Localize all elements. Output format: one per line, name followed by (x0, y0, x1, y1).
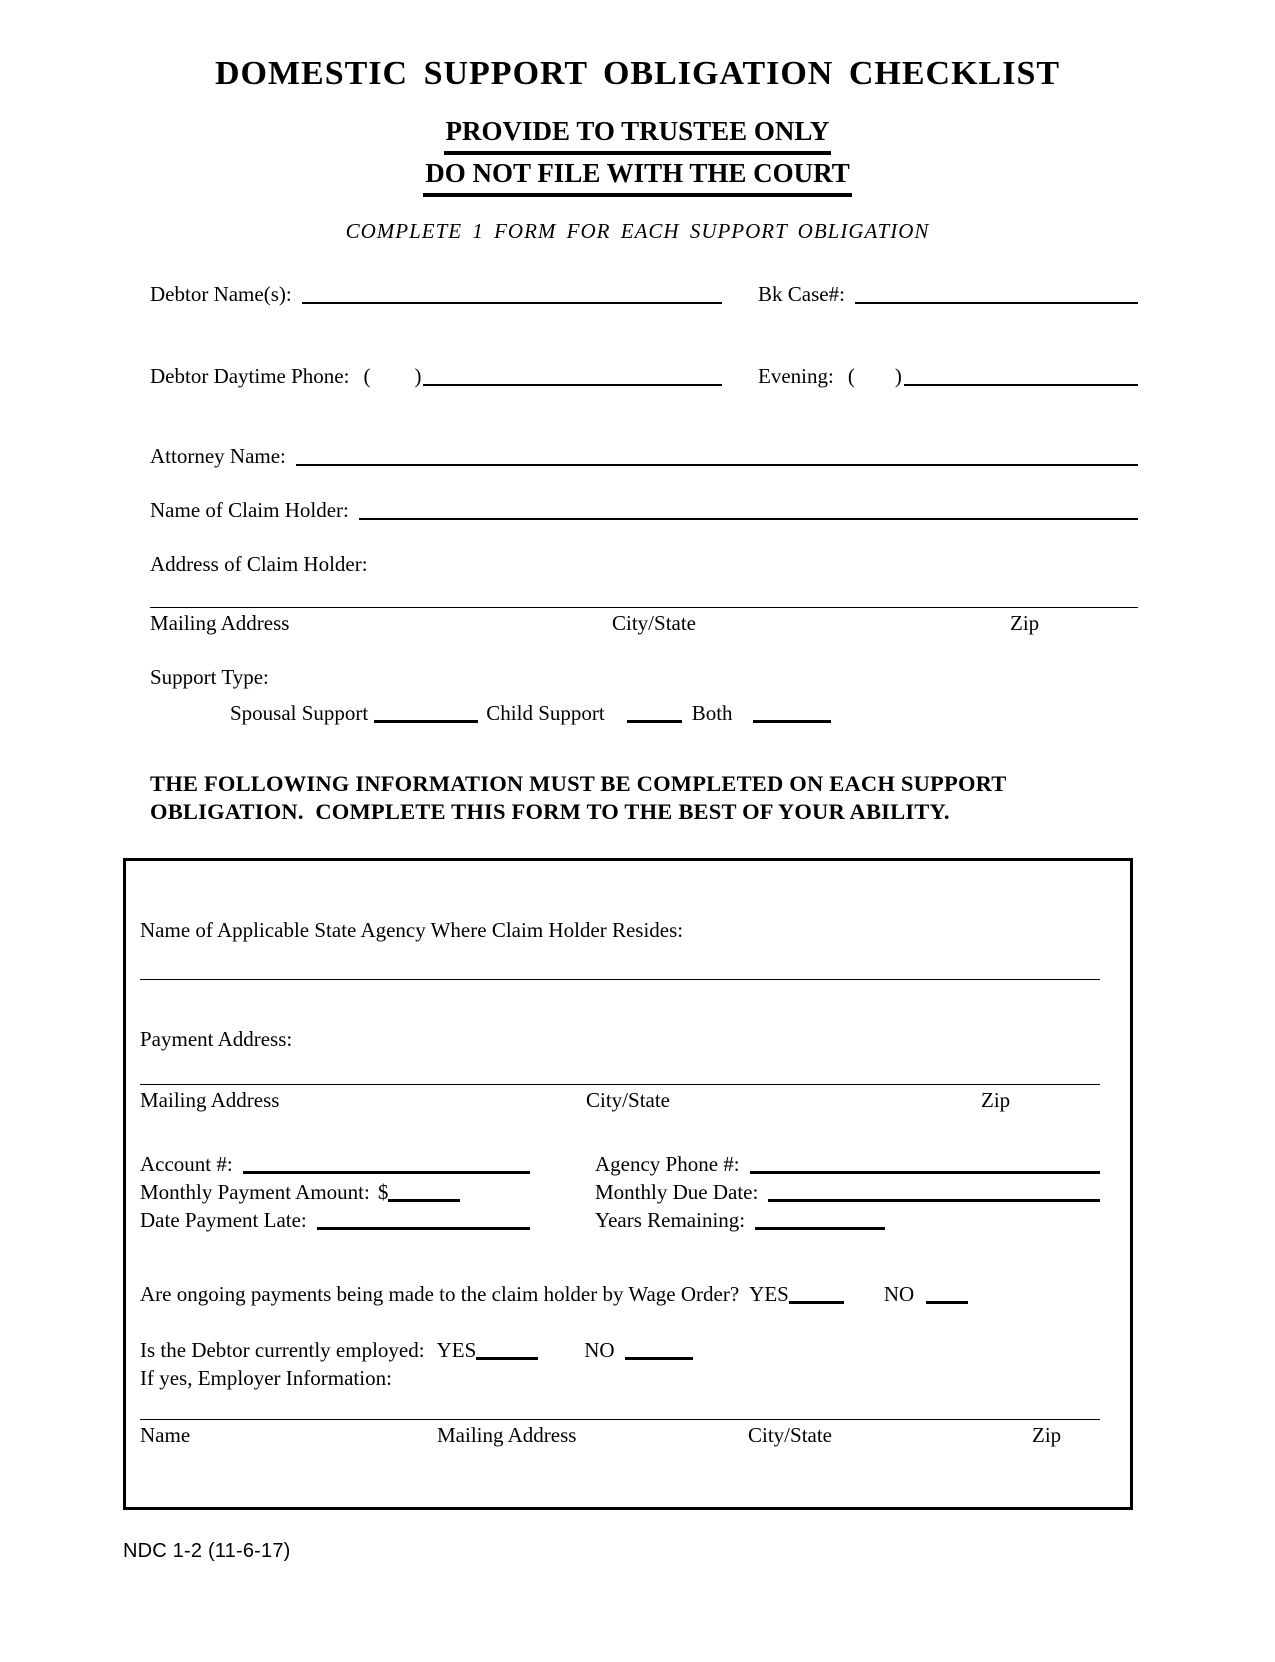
daytime-area-open: ( (363, 364, 371, 388)
claim-holder-name-label: Name of Claim Holder: (150, 498, 349, 522)
monthly-payment-row (140, 1177, 1100, 1205)
completion-notice: THE FOLLOWING INFORMATION MUST BE COMPLETED ON EACH SUPPORT OBLIGATION. COMPLETE THIS FORM TO THE BEST OF YOUR ABILITY. (150, 771, 1007, 824)
payment-city-state-header: City/State (586, 1088, 670, 1112)
debtor-names-label: Debtor Name(s): (150, 282, 292, 306)
employer-zip-header: Zip (1032, 1423, 1062, 1447)
claim-holder-row (150, 495, 1138, 523)
daytime-phone-input[interactable] (423, 383, 722, 386)
warning-block (0, 113, 1275, 197)
evening-label: Evening: (758, 364, 834, 388)
employer-info-row (140, 1363, 1100, 1391)
support-options-row (150, 696, 1138, 726)
evening-area-open: ( (847, 364, 855, 388)
support-type-row (150, 662, 1138, 690)
spousal-support-input[interactable] (374, 719, 478, 723)
employed-row (140, 1335, 1100, 1363)
agency-name-label: Name of Applicable State Agency Where Claim Holder Resides: (140, 918, 684, 942)
support-type-label: Support Type: (150, 665, 269, 689)
wage-order-yes-input[interactable] (789, 1300, 844, 1304)
payment-address-row (140, 1024, 1100, 1052)
account-input[interactable] (243, 1170, 530, 1174)
employed-yes-input[interactable] (476, 1356, 538, 1360)
city-state-header: City/State (612, 611, 696, 635)
daytime-area-close: ) (414, 364, 422, 388)
warning-line-1: PROVIDE TO TRUSTEE ONLY (0, 113, 1275, 155)
employer-mailing-header: Mailing Address (437, 1423, 577, 1447)
years-remaining-input[interactable] (755, 1226, 885, 1230)
debtor-name-row (150, 279, 1138, 307)
warning-line-2: DO NOT FILE WITH THE COURT (0, 155, 1275, 197)
monthly-payment-label: Monthly Payment Amount: (140, 1180, 370, 1204)
agency-name-row (140, 915, 1100, 943)
date-late-label: Date Payment Late: (140, 1208, 307, 1232)
claim-holder-address-row (150, 549, 1138, 577)
daytime-phone-label: Debtor Daytime Phone: (150, 364, 350, 388)
employed-no-label: NO (584, 1338, 615, 1362)
employer-info-label: If yes, Employer Information: (140, 1366, 392, 1390)
attorney-row (150, 441, 1138, 469)
date-late-input[interactable] (317, 1226, 530, 1230)
spousal-support-label: Spousal Support (230, 701, 369, 725)
bk-case-input[interactable] (855, 301, 1138, 304)
agency-name-line[interactable] (140, 979, 1100, 980)
agency-box (123, 858, 1133, 1510)
evening-phone-input[interactable] (904, 383, 1138, 386)
both-label: Both (691, 701, 733, 725)
agency-phone-label: Agency Phone #: (595, 1152, 740, 1176)
claim-holder-address-label: Address of Claim Holder: (150, 552, 368, 576)
wage-order-yes-label: YES (749, 1282, 789, 1306)
claim-holder-name-input[interactable] (359, 517, 1138, 520)
debtor-names-input[interactable] (302, 301, 722, 304)
form-instruction: COMPLETE 1 FORM FOR EACH SUPPORT OBLIGATION (345, 219, 930, 243)
employed-yes-label: YES (436, 1338, 477, 1362)
employed-question: Is the Debtor currently employed: (140, 1338, 425, 1362)
wage-order-row (140, 1279, 1100, 1307)
account-label: Account #: (140, 1152, 233, 1176)
monthly-due-input[interactable] (768, 1198, 1100, 1202)
employer-name-header: Name (140, 1423, 191, 1447)
years-remaining-label: Years Remaining: (595, 1208, 746, 1232)
child-support-label: Child Support (486, 701, 605, 725)
agency-phone-input[interactable] (750, 1170, 1100, 1174)
attorney-name-label: Attorney Name: (150, 444, 286, 468)
employer-columns (140, 1420, 1100, 1448)
page-title: DOMESTIC SUPPORT OBLIGATION CHECKLIST (214, 55, 1061, 92)
payment-mailing-address-header: Mailing Address (140, 1088, 280, 1112)
wage-order-question: Are ongoing payments being made to the claim holder by Wage Order? (140, 1282, 740, 1306)
payment-address-label: Payment Address: (140, 1027, 293, 1051)
wage-order-no-input[interactable] (926, 1300, 968, 1304)
dollar-sign: $ (377, 1180, 389, 1204)
date-late-row (140, 1205, 1100, 1233)
monthly-payment-input[interactable] (388, 1198, 460, 1202)
evening-area-close: ) (894, 364, 902, 388)
payment-zip-header: Zip (981, 1088, 1011, 1112)
monthly-due-label: Monthly Due Date: (595, 1180, 759, 1204)
both-input[interactable] (753, 719, 831, 723)
form-number: NDC 1-2 (11-6-17) (123, 1540, 291, 1562)
mailing-address-header: Mailing Address (150, 611, 290, 635)
account-row (140, 1149, 1100, 1177)
bk-case-label: Bk Case#: (758, 282, 845, 306)
wage-order-no-label: NO (883, 1282, 915, 1306)
child-support-input[interactable] (627, 719, 682, 723)
claim-holder-address-columns (150, 608, 1138, 636)
employer-city-state-header: City/State (748, 1423, 832, 1447)
payment-address-columns (140, 1085, 1100, 1113)
zip-header: Zip (1010, 611, 1040, 635)
attorney-name-input[interactable] (296, 463, 1138, 466)
employed-no-input[interactable] (625, 1356, 693, 1360)
phone-row (150, 361, 1138, 389)
